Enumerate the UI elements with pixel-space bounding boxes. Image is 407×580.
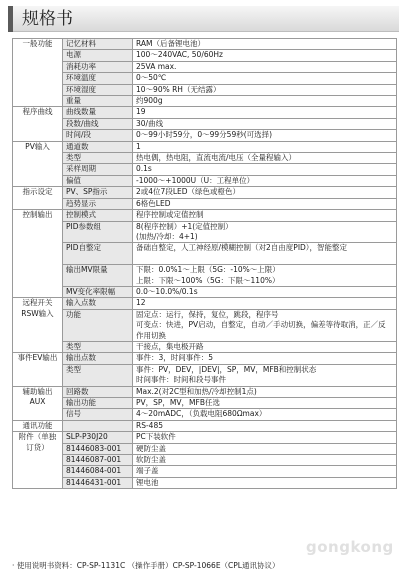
- spec-item-label: 功能: [63, 309, 133, 341]
- spec-item-label: 类型: [63, 341, 133, 352]
- spec-item-value: 1: [133, 141, 397, 152]
- spec-item-value: 热电偶，热电阻，直流电流/电压（全量程输入）: [133, 153, 397, 164]
- section-name: 指示设定: [13, 187, 63, 210]
- spec-item-label: SLP-P30J20: [63, 432, 133, 443]
- spec-item-value: 程序控制或定值控制: [133, 210, 397, 221]
- spec-item-label: 环境温度: [63, 73, 133, 84]
- spec-item-value: 端子盖: [133, 466, 397, 477]
- section-name: 通讯功能: [13, 420, 63, 431]
- spec-row: [13, 309, 397, 341]
- spec-item-label: 段数/曲线: [63, 118, 133, 129]
- spec-row: [13, 187, 397, 198]
- spec-item-label: 信号: [63, 409, 133, 420]
- spec-item-label: 81446431-001: [63, 477, 133, 488]
- spec-item-label: 曲线数量: [63, 107, 133, 118]
- spec-item-value: Max.2(对2C型和加热/冷却控制1点): [133, 386, 397, 397]
- spec-item-value: 0～50℃: [133, 73, 397, 84]
- spec-item-value: 0～99小时59分，0～99分59秒(可选择): [133, 130, 397, 141]
- spec-row: [13, 50, 397, 61]
- spec-item-label: MV变化率限幅: [63, 286, 133, 297]
- spec-item-value: 2或4位7段LED（绿色或橙色）: [133, 187, 397, 198]
- spec-item-value: 约900g: [133, 96, 397, 107]
- spec-row: [13, 455, 397, 466]
- spec-row: [13, 420, 397, 431]
- spec-row: [13, 61, 397, 72]
- spec-row: [13, 198, 397, 209]
- section-name: 程序曲线: [13, 107, 63, 141]
- spec-item-label: 输出点数: [63, 353, 133, 364]
- spec-row: [13, 221, 397, 243]
- spec-item-value: 25VA max.: [133, 61, 397, 72]
- spec-row: [13, 298, 397, 309]
- spec-row: [13, 432, 397, 443]
- spec-item-value: 干接点，集电极开路: [133, 341, 397, 352]
- spec-item-label: PID自整定: [63, 243, 133, 265]
- spec-row: [13, 164, 397, 175]
- spec-item-value: 锂电池: [133, 477, 397, 488]
- spec-item-label: 81446083-001: [63, 443, 133, 454]
- spec-item-value: -1000～+1000U（U：工程单位）: [133, 175, 397, 186]
- header-accent-bar: [8, 6, 13, 32]
- spec-item-label: 偏值: [63, 175, 133, 186]
- spec-row: [13, 265, 397, 287]
- spec-row: [13, 130, 397, 141]
- spec-item-label: 时间/段: [63, 130, 133, 141]
- spec-row: [13, 409, 397, 420]
- section-name: 附件（单独订货）: [13, 432, 63, 489]
- spec-item-value: 备础自整定，人工神经原/模糊控制（对2自由度PID），智能整定: [133, 243, 397, 265]
- spec-item-value: 事件：3，时间事件：5: [133, 353, 397, 364]
- spec-row: [13, 477, 397, 488]
- spec-item-label: 81446087-001: [63, 455, 133, 466]
- spec-item-label: 重量: [63, 96, 133, 107]
- spec-row: [13, 341, 397, 352]
- spec-row: [13, 141, 397, 152]
- spec-item-value: RAM（后备锂电池）: [133, 39, 397, 50]
- section-name: 控制输出: [13, 210, 63, 298]
- spec-item-value: PV，SP，MV，MFB任选: [133, 397, 397, 408]
- spec-row: [13, 84, 397, 95]
- spec-item-value: 0.1s: [133, 164, 397, 175]
- section-name: 远程开关RSW输入: [13, 298, 63, 353]
- spec-row: [13, 397, 397, 408]
- spec-item-label: 控制模式: [63, 210, 133, 221]
- spec-item-label: 输入点数: [63, 298, 133, 309]
- spec-row: [13, 364, 397, 386]
- spec-item-label: 消耗功率: [63, 61, 133, 72]
- spec-item-label: 趋势显示: [63, 198, 133, 209]
- spec-item-value: 事件：PV，DEV，|DEV|，SP，MV，MFB和控制状态 时间事件：时间和段号事件: [133, 364, 397, 386]
- spec-item-label: 输出功能: [63, 397, 133, 408]
- spec-row: [13, 286, 397, 297]
- spec-row: [13, 353, 397, 364]
- spec-item-value: 12: [133, 298, 397, 309]
- spec-row: [13, 243, 397, 265]
- page-title: 规格书: [22, 9, 73, 29]
- spec-item-label: [63, 420, 133, 431]
- spec-row: [13, 96, 397, 107]
- section-name: PV输入: [13, 141, 63, 187]
- spec-row: [13, 118, 397, 129]
- spec-row: [13, 175, 397, 186]
- spec-item-label: 类型: [63, 153, 133, 164]
- page-header: [8, 6, 399, 32]
- spec-row: [13, 210, 397, 221]
- spec-item-value: 固定点：运行，保持，复位，跳段，程序号 可变点：快进，PV启动，自整定，自动／手动切换，偏差等待取消，正／反作用切换: [133, 309, 397, 341]
- spec-row: [13, 107, 397, 118]
- spec-item-value: 下限：0.0%1～上限（5G：-10%～上限） 上限：下限～100%（5G：下限～110%）: [133, 265, 397, 287]
- spec-item-label: 回路数: [63, 386, 133, 397]
- section-name: 事件EV输出: [13, 353, 63, 386]
- spec-row: [13, 466, 397, 477]
- spec-item-label: PID参数组: [63, 221, 133, 243]
- spec-item-label: 81446084-001: [63, 466, 133, 477]
- spec-item-value: PC下装软件: [133, 432, 397, 443]
- spec-item-label: 采样周期: [63, 164, 133, 175]
- spec-item-label: 电源: [63, 50, 133, 61]
- spec-item-value: 19: [133, 107, 397, 118]
- spec-item-label: 输出MV限量: [63, 265, 133, 287]
- footnote: · 使用说明书资料：CP-SP-1131C （操作手册）CP-SP-1066E（CPL通讯协议）: [12, 561, 280, 570]
- spec-item-value: 8(程序控制）+1(定值控制） (加热/冷却：4+1): [133, 221, 397, 243]
- spec-row: [13, 443, 397, 454]
- spec-item-value: RS-485: [133, 420, 397, 431]
- spec-row: [13, 386, 397, 397]
- spec-item-value: 4～20mADC，（负载电阻680Ωmax）: [133, 409, 397, 420]
- spec-item-value: 0.0～10.0%/0.1s: [133, 286, 397, 297]
- spec-item-value: 30/曲线: [133, 118, 397, 129]
- spec-row: [13, 39, 397, 50]
- section-name: 辅助输出AUX: [13, 386, 63, 420]
- spec-item-value: 6格色LED: [133, 198, 397, 209]
- spec-item-value: 硬防尘盖: [133, 443, 397, 454]
- spec-row: [13, 153, 397, 164]
- watermark: gongkong: [306, 538, 394, 556]
- spec-item-value: 软防尘盖: [133, 455, 397, 466]
- section-name: 一般功能: [13, 39, 63, 107]
- spec-item-value: 100～240VAC, 50/60Hz: [133, 50, 397, 61]
- spec-item-label: 记忆材料: [63, 39, 133, 50]
- spec-item-value: 10～90% RH（无结露）: [133, 84, 397, 95]
- spec-table: [12, 38, 397, 489]
- spec-item-label: 类型: [63, 364, 133, 386]
- spec-row: [13, 73, 397, 84]
- spec-item-label: 通道数: [63, 141, 133, 152]
- spec-item-label: 环境湿度: [63, 84, 133, 95]
- spec-item-label: PV、SP指示: [63, 187, 133, 198]
